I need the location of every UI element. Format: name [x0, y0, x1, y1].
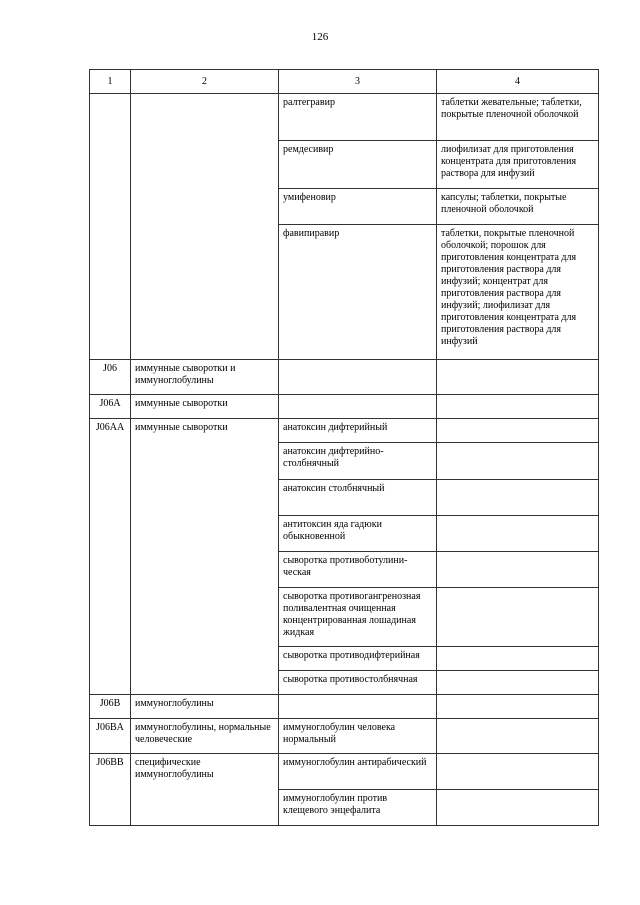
forms-cell: лиофилизат для приготовления концентрата для приготовления раствора для инфузий — [437, 141, 599, 189]
code-cell: J06BB — [90, 754, 131, 826]
code-cell — [90, 94, 131, 360]
group-cell: иммунные сыворотки и иммуноглобулины — [131, 360, 279, 395]
drug-cell: антитоксин яда гадюки обыкновенной — [279, 516, 437, 552]
forms-cell — [437, 671, 599, 695]
forms-cell: таблетки, покрытые пленочной оболочкой; порошок для приготовления концентрата для приготовления раствора для инфузий; концентрат для приготовления раствора для инфузий; лиофилизат для приготовления концентрата для приготовления раствора для инфузий — [437, 225, 599, 360]
code-cell: J06BA — [90, 719, 131, 754]
table-row — [90, 360, 599, 395]
group-cell: иммуноглобулины, нормальные человеческие — [131, 719, 279, 754]
forms-cell — [437, 647, 599, 671]
drug-table — [89, 69, 599, 826]
table-row — [90, 94, 599, 141]
code-cell: J06 — [90, 360, 131, 395]
drug-cell: умифеновир — [279, 189, 437, 225]
table-header-row — [90, 70, 599, 94]
forms-cell — [437, 516, 599, 552]
page-number: 126 — [311, 31, 329, 43]
drug-cell: иммуноглобулин человека нормальный — [279, 719, 437, 754]
forms-cell — [437, 443, 599, 480]
drug-cell: ралтегравир — [279, 94, 437, 141]
drug-cell — [279, 695, 437, 719]
forms-cell — [437, 754, 599, 790]
code-cell: J06A — [90, 395, 131, 419]
group-cell: специфические иммуноглобулины — [131, 754, 279, 826]
table-row — [90, 419, 599, 443]
forms-cell — [437, 719, 599, 754]
drug-cell: ремдесивир — [279, 141, 437, 189]
forms-cell: таблетки жевательные; таблетки, покрытые пленочной оболочкой — [437, 94, 599, 141]
drug-cell: анатоксин дифтерийный — [279, 419, 437, 443]
drug-cell: иммуноглобулин антирабический — [279, 754, 437, 790]
drug-cell: анатоксин столбнячный — [279, 480, 437, 516]
code-cell: J06AA — [90, 419, 131, 695]
forms-cell: капсулы; таблетки, покрытые пленочной оболочкой — [437, 189, 599, 225]
column-header-3: 3 — [279, 70, 437, 94]
forms-cell — [437, 480, 599, 516]
drug-cell: сыворотка противоботулини-ческая — [279, 552, 437, 588]
drug-cell: анатоксин дифтерийно-столбнячный — [279, 443, 437, 480]
drug-cell — [279, 395, 437, 419]
forms-cell — [437, 552, 599, 588]
forms-cell — [437, 790, 599, 826]
table-row — [90, 754, 599, 790]
table-row — [90, 695, 599, 719]
drug-cell: сыворотка противодифтерийная — [279, 647, 437, 671]
table-row — [90, 719, 599, 754]
drug-cell: сыворотка противостолбнячная — [279, 671, 437, 695]
column-header-2: 2 — [131, 70, 279, 94]
column-header-4: 4 — [437, 70, 599, 94]
forms-cell — [437, 695, 599, 719]
forms-cell — [437, 360, 599, 395]
table-row — [90, 395, 599, 419]
drug-cell — [279, 360, 437, 395]
group-cell — [131, 94, 279, 360]
forms-cell — [437, 395, 599, 419]
group-cell: иммунные сыворотки — [131, 395, 279, 419]
drug-cell: иммуноглобулин против клещевого энцефалита — [279, 790, 437, 826]
code-cell: J06B — [90, 695, 131, 719]
forms-cell — [437, 588, 599, 647]
drug-cell: сыворотка противогангренозная поливалентная очищенная концентрированная лошадиная жидкая — [279, 588, 437, 647]
drug-cell: фавипиравир — [279, 225, 437, 360]
group-cell: иммуноглобулины — [131, 695, 279, 719]
forms-cell — [437, 419, 599, 443]
group-cell: иммунные сыворотки — [131, 419, 279, 695]
column-header-1: 1 — [90, 70, 131, 94]
